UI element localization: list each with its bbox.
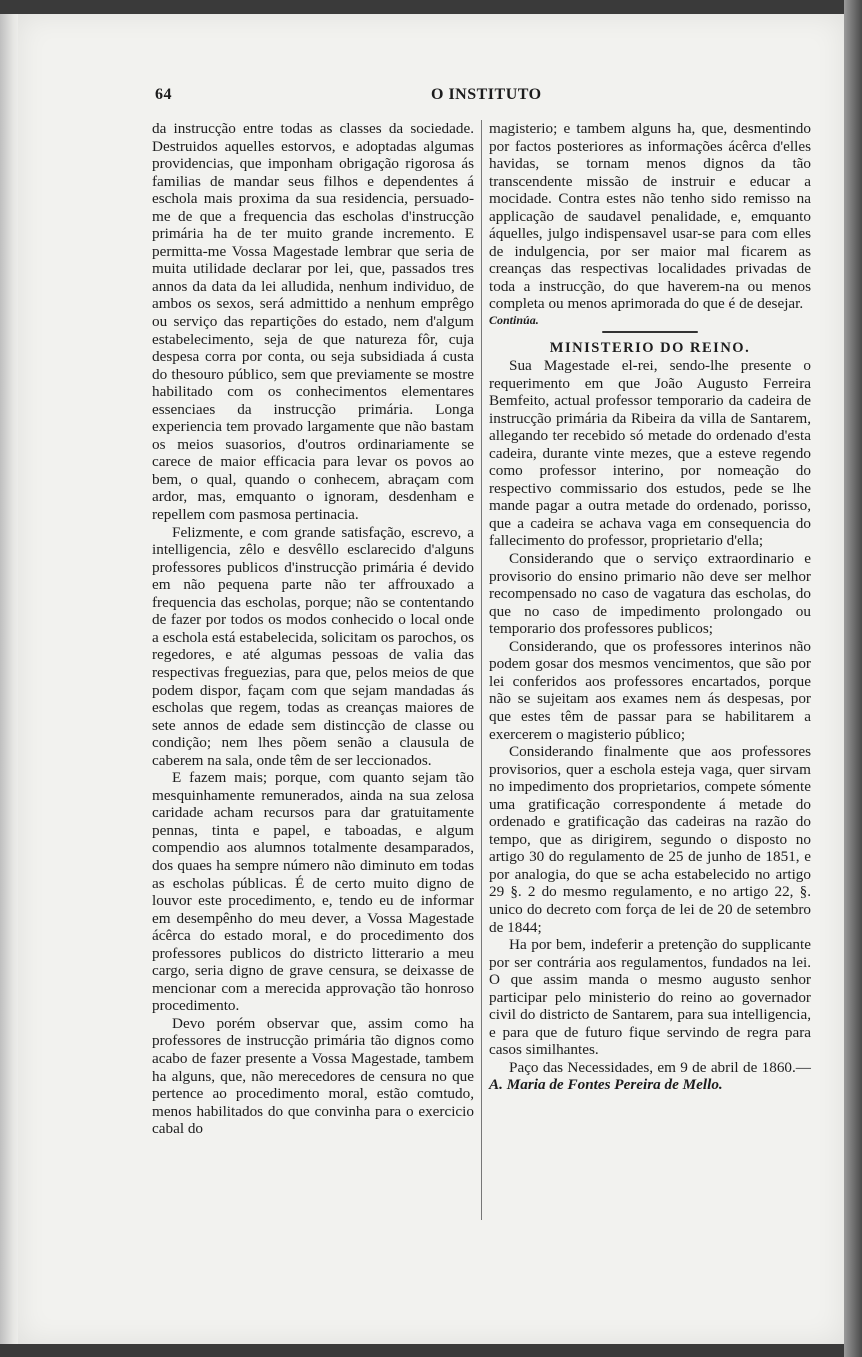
page-number: 64 xyxy=(155,86,172,103)
paragraph: Sua Magestade el-rei, sendo-lhe presente o requerimento em que João Augusto Ferreira Bemfeito, actual professor temporario da cadeira de instrucção primária da Ribeira da villa de Santarem, allegando ter recebido só metade do ordenado d'esta cadeira, durante vinte mezes, que a esteve regendo como professor interino, por nomeação do respectivo commissario dos estudos, pede se lhe mande pagar a outra metade do ordenado, porisso, que a cadeira se achava vaga em consequencia do fallecimento do professor, proprietario d'ella; xyxy=(489,357,811,550)
continuation-paragraph: magisterio; e tambem alguns ha, que, desmentindo por factos posteriores as informações ácêrca d'elles havidas, se tornam menos dignos da tão transcendente missão de instruir e educar a mocidade. Contra estes não tenho sido remisso na applicação de saudavel penalidade, e, emquanto áquelles, julgo indispensavel usar-se para com elles de indulgencia, por ser maior mal ficarem as creanças das respectivas localidades privadas de toda a instrucção, do que haverem-na ou menos completa ou menos aprimorada do que é de desejar. xyxy=(489,120,811,313)
closing-date: Paço das Necessidades, em 9 de abril de 1860.— xyxy=(509,1058,811,1076)
left-column xyxy=(152,120,474,1138)
paragraph: Considerando, que os professores interinos não podem gosar dos mesmos vencimentos, que são por lei conferidos aos professores encartados, porque não se sujeitam aos exames nem ás despesas, por que estes têm de passar para se habilitarem a exercerem o magisterio público; xyxy=(489,637,811,743)
closing-line xyxy=(489,1059,811,1094)
signature: A. Maria de Fontes Pereira de Mello. xyxy=(489,1076,723,1094)
paragraph: Considerando que o serviço extraordinario e provisorio do ensino primario não deve ser melhor recompensado no caso de vagatura das escholas, do que no caso de impedimento prolongado ou temporario dos professores publicos; xyxy=(489,550,811,638)
section-title: MINISTERIO DO REINO. xyxy=(549,340,751,357)
page-edge xyxy=(844,0,862,1357)
section-rule xyxy=(602,331,698,333)
paragraph: Ha por bem, indeferir a pretenção do supplicante por ser contrária aos regulamentos, fundados na lei. O que assim manda o mesmo augusto senhor participar pelo ministerio do reino ao governador civil do districto de Santarem, para sua intelligencia, e para que de futuro fique servindo de regra para casos similhantes. xyxy=(489,936,811,1059)
paragraph: Devo porém observar que, assim como ha professores de instrucção primária tão dignos como acabo de fazer presente a Vossa Magestade, tambem ha alguns, que, não merecedores de censura no que pertence ao procedimento moral, estão comtudo, menos habilitados do que convinha para o exercicio cabal do xyxy=(152,1014,474,1138)
running-title: O INSTITUTO xyxy=(431,86,542,103)
column-divider xyxy=(481,120,482,1220)
right-column xyxy=(489,120,811,1094)
page-header xyxy=(155,86,805,108)
paragraph: da instrucção entre todas as classes da sociedade. Destruidos aquelles estorvos, e adoptadas algumas providencias, que imponham obrigação rigorosa ás familias de mandar seus filhos e dependentes á eschola mais proxima da sua residencia, persuado-me de que a frequencia das escholas d'instrucção primária ha de ter muito grande incremento. E permitta-me Vossa Magestade lembrar que seria de muita utilidade declarar por lei, que, passados tres annos da data da lei alludida, nenhum individuo, de ambos os sexos, será admittido a nenhum emprêgo ou serviço das repartições do estado, nem d'algum estabelecimento, seja de que natureza fôr, cuja despesa corra por conta, ou seja subsidiada á custa do thesouro público, sem que previamente se mostre habilitado com os conhecimentos elementares essenciaes da instrucção primária. Longa experiencia tem provado largamente que não bastam os meios suasorios, d'outros ordinariamente se carece de maior efficacia para levar os povos ao bem, o qual, quando o conhecem, abraçam com ardor, mas, emquanto o ignoram, desdenham e repellem com pasmosa pertinacia. xyxy=(152,120,474,524)
paragraph: Felizmente, e com grande satisfação, escrevo, a intelligencia, zêlo e desvêllo esclarecido d'alguns professores publicos d'instrucção primária é devido em não pequena parte não ter affrouxado a frequencia das escholas, porque; não se contentando de fazer por todos os modos conhecido o local onde a eschola está estabelecida, solicitam os parochos, os regedores, e até algumas pessoas de valia das respectivas freguezias, para que, pelos meios de que podem dispor, façam com que sejam mandadas ás escholas que regem, todas as creanças maiores de sete annos de edade sem distincção de classe ou condição; nem lhes põem senão a clausula de caberem na sala, onde têm de ser leccionados. xyxy=(152,523,474,769)
continua-label: Continúa. xyxy=(489,313,539,328)
paragraph: E fazem mais; porque, com quanto sejam tão mesquinhamente remunerados, ainda na sua zelosa caridade acham recursos para dar gratuitamente pennas, tinta e papel, e taboadas, e algum compendio aos alumnos totalmente desamparados, dos quaes ha sempre número não diminuto em todas as escholas públicas. É de certo muito digno de louvor este procedimento, e, tendo eu de informar em desempênho do meu dever, a Vossa Magestade ácêrca do estado moral, e do procedimento dos professores publicos do districto litterario a meu cargo, seria digno de grave censura, se deixasse de mencionar com a merecida approvação tão honroso procedimento. xyxy=(152,769,474,1015)
paragraph: Considerando finalmente que aos professores provisorios, quer a eschola esteja vaga, quer sirvam no impedimento dos proprietarios, compete sómente uma gratificação correspondente á metade do ordenado e gratificação das cadeiras na razão do tempo, que as dirigirem, segundo o disposto no artigo 30 do regulamento de 25 de junho de 1851, e por analogia, do que se acha estabelecido no artigo 29 §. 2 do mesmo regulamento, e no artigo 22, §. unico do decreto com força de lei de 20 de setembro de 1844; xyxy=(489,743,811,936)
